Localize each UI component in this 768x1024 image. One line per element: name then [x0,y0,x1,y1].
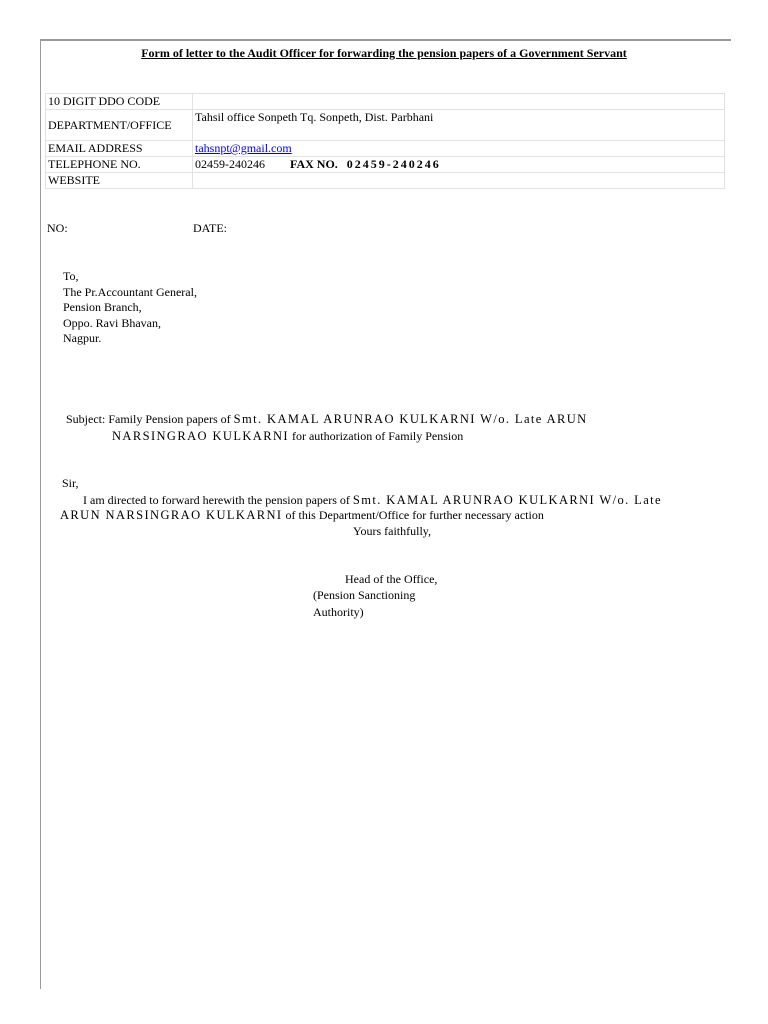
salutation: Sir, [62,476,79,490]
email-link[interactable]: tahsnpt@gmail.com [195,141,292,155]
closing: Yours faithfully, [353,524,432,538]
body-suffix: of this Department/Office for further necessary action [282,508,544,522]
ddo-value [193,94,725,110]
form-title: Form of letter to the Audit Officer for forwarding the pension papers of a Government Servant [141,46,627,60]
website-label: WEBSITE [46,173,193,189]
subject-prefix: Subject: Family Pension papers of [66,412,234,426]
telephone-value: 02459-240246 [195,157,265,171]
telephone-label: TELEPHONE NO. [46,157,193,173]
department-value: Tahsil office Sonpeth Tq. Sonpeth, Dist. Parbhani [193,110,725,141]
fax-label: FAX NO. [290,157,338,171]
subject-name-2: NARSINGRAO KULKARNI [112,429,289,443]
department-label: DEPARTMENT/OFFICE [46,110,193,141]
top-rule [40,39,731,41]
body-prefix: I am directed to forward herewith the pension papers of [83,493,353,507]
telephone-row [46,157,725,173]
website-value [193,173,725,189]
address-line: Oppo. Ravi Bhavan, [63,315,161,330]
body-line-1 [83,493,662,508]
subject-line-2 [112,429,463,444]
left-margin-rule [40,39,41,989]
email-row [46,141,725,157]
email-label: EMAIL ADDRESS [46,141,193,157]
department-row [46,110,725,141]
address-line: To, [63,269,79,283]
body-name-2: ARUN NARSINGRAO KULKARNI [60,508,283,522]
ref-date-label: DATE: [193,221,227,235]
signature-line-1: Head of the Office, [345,572,438,586]
body-name-1: Smt. KAMAL ARUNRAO KULKARNI W/o. Late [352,493,662,507]
address-line: Nagpur. [63,331,102,345]
subject-name-1: Smt. KAMAL ARUNRAO KULKARNI W/o. Late ARUN [233,412,588,426]
office-info-table [45,93,725,189]
body-line-2 [60,508,544,523]
website-row [46,173,725,189]
signature-line-2: (Pension Sanctioning [313,588,416,602]
subject-line-1 [66,412,588,427]
ddo-label: 10 DIGIT DDO CODE [46,94,193,110]
ddo-row [46,94,725,110]
address-line: Pension Branch, [63,300,142,314]
address-line: The Pr.Accountant General, [63,284,197,299]
fax-value: 02459-240246 [346,157,441,171]
recipient-address [63,269,197,347]
subject-suffix: for authorization of Family Pension [288,429,464,443]
ref-no-label: NO: [47,221,68,235]
signature-line-3: Authority) [313,605,364,619]
